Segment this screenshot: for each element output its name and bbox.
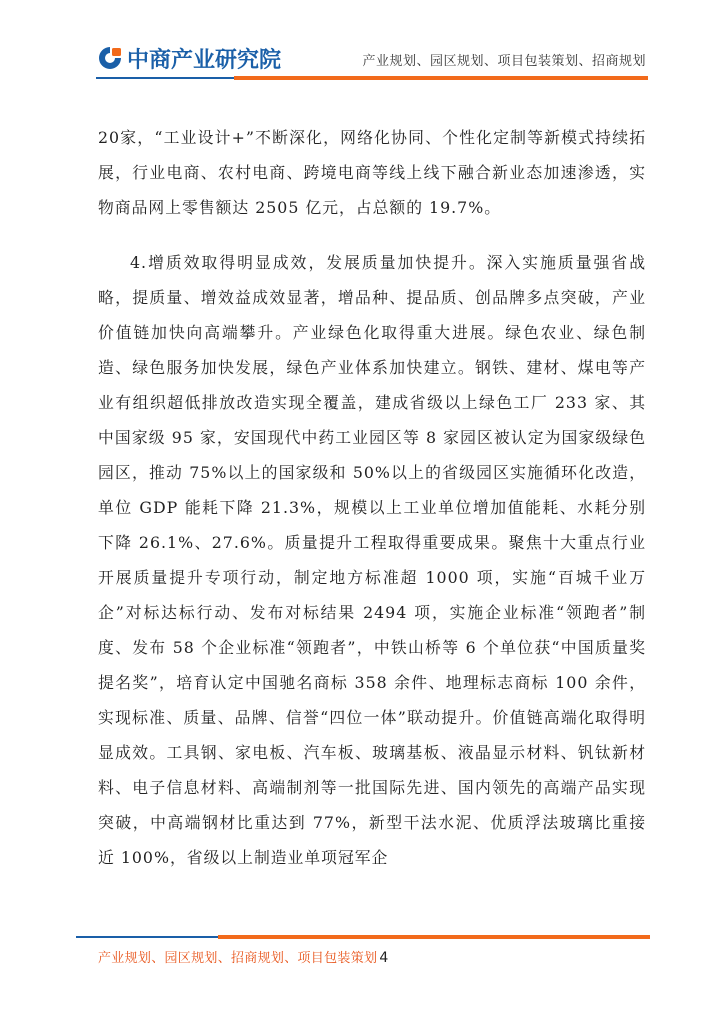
logo-mark-icon — [97, 45, 123, 71]
footer-rule-orange — [218, 935, 650, 939]
page-header — [0, 0, 724, 90]
page-footer — [98, 947, 389, 966]
footer-rule-blue — [76, 936, 218, 938]
page-number: 4 — [379, 950, 389, 966]
paragraph-quality-efficiency: 4.增质效取得明显成效，发展质量加快提升。深入实施质量强省战略，提质量、增效益成效显著，增品种、提品质、创品牌多点突破，产业价值链加快向高端攀升。产业绿色化取得重大进展。绿色农业、绿色制造、绿色服务加快发展，绿色产业体系加快建立。钢铁、建材、煤电等产业有组织超低排放改造实现全覆盖，建成省级以上绿色工厂 233 家、其中国家级 95 家，安国现代中药工业园区等 8 家园区被认定为国家级绿色园区，推动 75%以上的国家级和 50%以上的省级园区实施循环化改造，单位 GDP 能耗下降 21.3%，规模以上工业单位增加值能耗、水耗分别下降 26.1%、27.6%。质量提升工程取得重要成果。聚焦十大重点行业开展质量提升专项行动，制定地方标准超 1000 项，实施“百城千业万企”对标达标行动、发布对标结果 2494 项，实施企业标准“领跑者”制度、发布 58 个企业标准“领跑者”，中铁山桥等 6 个单位获“中国质量奖提名奖”，培育认定中国驰名商标 358 余件、地理标志商标 100 余件，实现标准、质量、品牌、信誉“四位一体”联动提升。价值链高端化取得明显成效。工具钢、家电板、汽车板、玻璃基板、液晶显示材料、钒钛新材料、电子信息材料、高端制剂等一批国际先进、国内领先的高端产品实现突破，中高端钢材比重达到 77%，新型干法水泥、优质浮法玻璃比重接近 100%，省级以上制造业单项冠军企 — [98, 253, 647, 867]
header-rule-blue — [96, 77, 234, 79]
header-rule-orange — [234, 76, 648, 80]
brand-logo — [97, 42, 281, 74]
footer-tagline: 产业规划、园区规划、招商规划、项目包装策划 — [98, 951, 378, 966]
paragraph-continued: 20家，“工业设计+”不断深化，网络化协同、个性化定制等新模式持续拓展，行业电商、农村电商、跨境电商等线上线下融合新业态加速渗透，实物商品网上零售额达 2505 亿元，占总额的 19.7%。 — [98, 128, 646, 217]
document-body — [98, 120, 646, 875]
logo-text: 中商产业研究院 — [127, 47, 282, 73]
header-tagline: 产业规划、园区规划、项目包装策划、招商规划 — [362, 54, 646, 69]
